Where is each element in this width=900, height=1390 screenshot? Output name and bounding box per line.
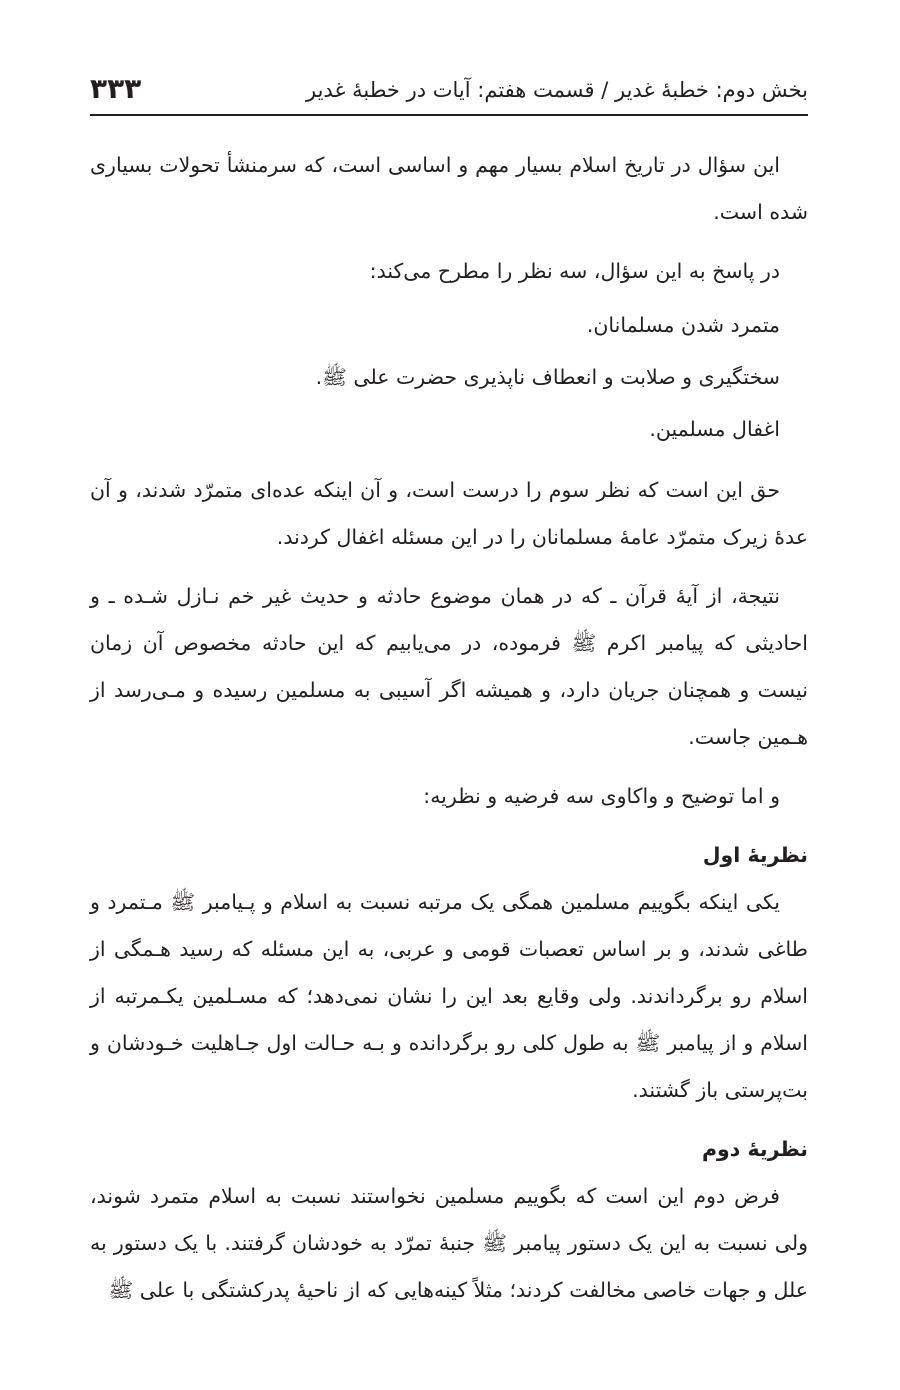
list-item: متمرد شدن مسلمانان. <box>586 313 780 337</box>
paragraph-first-theory: یکی اینکه بگوییم مسلمین همگی یک مرتبه نسبت به اسلام و پـیامبر ﷺ مـتمرد و طاغی شدند، و بر اساس تعصبات قومی و عربی، به این مسئله که رسید هـمگی از اسلام رو برگرداندند. ولی وقایع بعد این را نشان نمی‌دهد؛ که مسـلمین یکـمرتبه از اسلام و از پیامبر ﷺ به طول کلی رو برگردانده و بـه حـالت اول جـاهلیت خـودشان و بت‌پرستی باز گشتند. <box>90 890 808 1102</box>
page-content <box>90 142 808 1326</box>
paragraph-intro: این سؤال در تاریخ اسلام بسیار مهم و اساسی است، که سرمنشأ تحولات بسیاری شده است. <box>90 153 808 224</box>
list-item: اغفال مسلمین. <box>649 417 780 441</box>
section-heading-second-theory: نظریۀ دوم <box>702 1137 808 1161</box>
list-item: سختگیری و صلابت و انعطاف ناپذیری حضرت علی ﷺ. <box>315 365 780 389</box>
paragraph-explanation-lead: و اما توضیح و واکاوی سه فرضیه و نظریه: <box>423 784 780 808</box>
page-number: ۳۳۳ <box>90 72 142 105</box>
list-lead: در پاسخ به این سؤال، سه نظر را مطرح می‌کند: <box>369 259 780 283</box>
paragraph-conclusion: نتیجة، از آیۀ قرآن ـ که در همان موضوع حادثه و حدیث غیر خم نـازل شـده ـ و احادیثی که پیامبر اکرم ﷺ فرموده، در می‌یابیم که این حادثه مخصوص آن زمان نیست و همچنان جریان دارد، و همیشه اگر آسیبی به مسلمین رسیده و مـی‌رسد از هـمین جاست. <box>90 584 808 749</box>
opinions-list <box>90 248 808 455</box>
header-title: بخش دوم: خطبۀ غدیر / قسمت هفتم: آیات در خطبۀ غدیر <box>305 78 808 102</box>
book-page <box>90 0 808 1390</box>
paragraph-second-theory: فرض دوم این است که بگوییم مسلمین نخواستند نسبت به اسلام متمرد شوند، ولی نسبت به این یک دستور پیامبر ﷺ جنبۀ تمرّد به خودشان گرفتند. با یک دستور به علل و جهات خاصی مخالفت کردند؛ مثلاً کینه‌هایی که از ناحیۀ پدرکشتگی با علی ﷺ <box>90 1184 808 1302</box>
running-header <box>90 70 808 116</box>
paragraph-verdict: حق این است که نظر سوم را درست است، و آن اینکه عده‌ای متمرّد شدند، و آن عدۀ زیرک متمرّد عامۀ مسلمانان را در این مسئله اغفال کردند. <box>90 478 808 549</box>
section-heading-first-theory: نظریۀ اول <box>702 843 808 867</box>
